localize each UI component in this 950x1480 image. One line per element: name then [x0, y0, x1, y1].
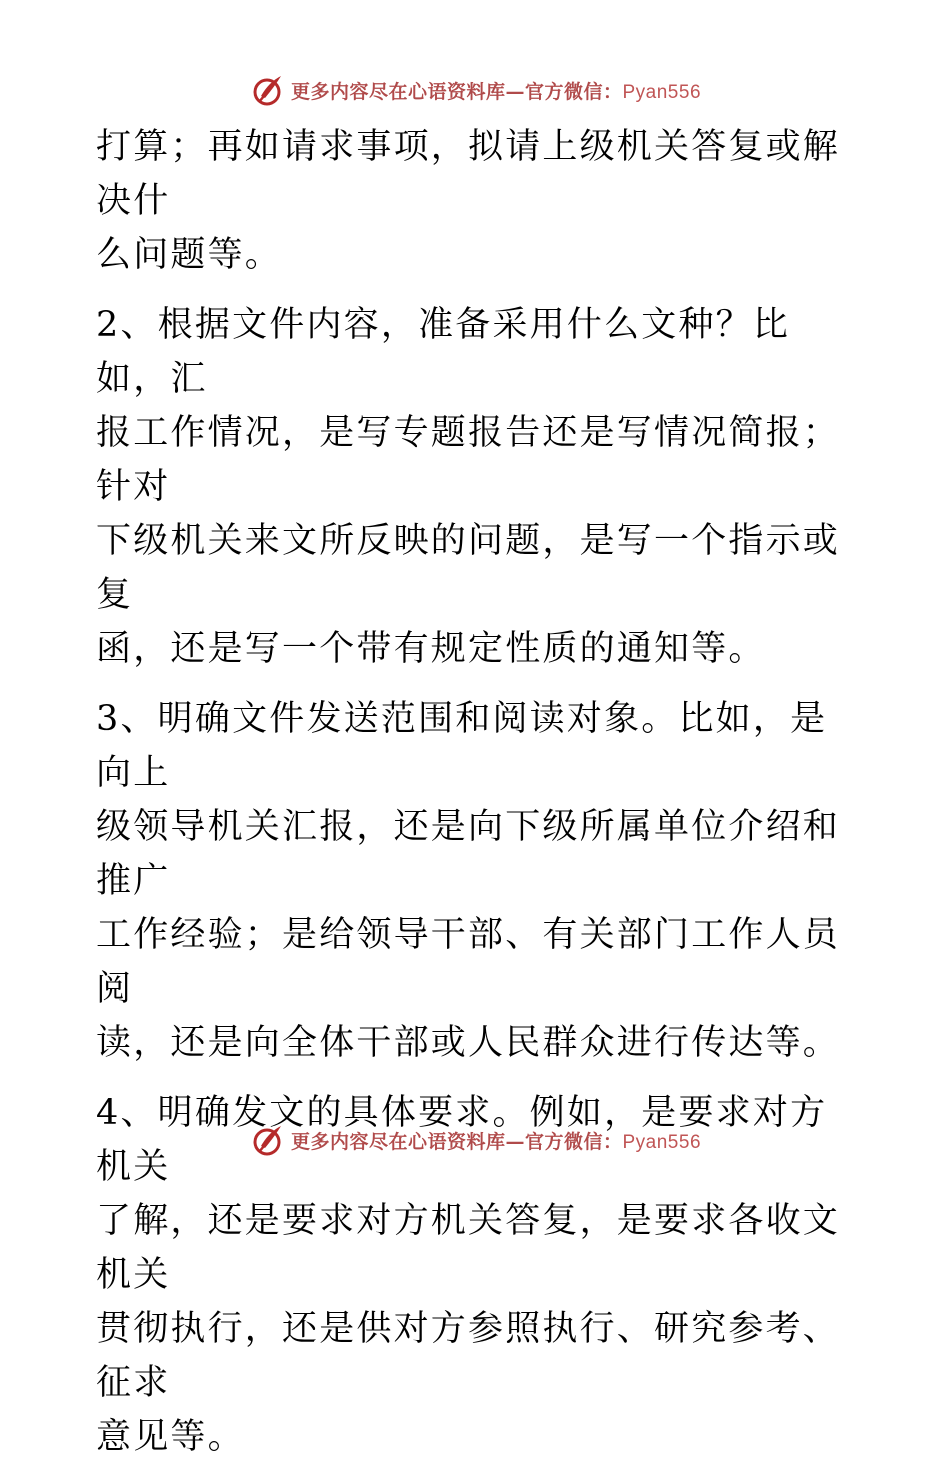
- header-banner-text: [291, 77, 701, 104]
- footer-banner-inner: [249, 1122, 701, 1158]
- footer-banner-label: 更多内容尽在心语资料库—官方微信：: [290, 1130, 623, 1153]
- footer-banner-text: [291, 1127, 701, 1154]
- paragraph-2: 2、根据文件内容，准备采用什么文种？比如，汇 报工作情况，是写专题报告还是写情况简报；针对 下级机关来文所反映的问题，是写一个指示或复 函，还是写一个带有规定性质的通知等。: [96, 305, 841, 669]
- document-body: [96, 120, 856, 1480]
- header-banner-label: 更多内容尽在心语资料库—官方微信：: [290, 80, 623, 103]
- paragraph-1: 打算；再如请求事项，拟请上级机关答复或解决什 么问题等。: [96, 127, 841, 275]
- header-banner: [0, 68, 950, 112]
- footer-banner: [0, 1118, 950, 1162]
- header-banner-inner: [249, 72, 701, 108]
- quill-logo-icon: [249, 72, 285, 108]
- quill-logo-icon: [249, 1122, 285, 1158]
- paragraph-4: 4、明确发文的具体要求。例如，是要求对方机关 了解，还是要求对方机关答复，是要求各收文机关 贯彻执行，还是供对方参照执行、研究参考、征求 意见等。: [96, 1093, 841, 1457]
- footer-banner-wechat-id: Pyan556: [622, 1131, 702, 1153]
- paragraph-3: 3、明确文件发送范围和阅读对象。比如，是向上 级领导机关汇报，还是向下级所属单位介绍和推广 工作经验；是给领导干部、有关部门工作人员阅 读，还是向全体干部或人民群众进行传达等。: [96, 699, 841, 1063]
- header-banner-wechat-id: Pyan556: [622, 81, 702, 103]
